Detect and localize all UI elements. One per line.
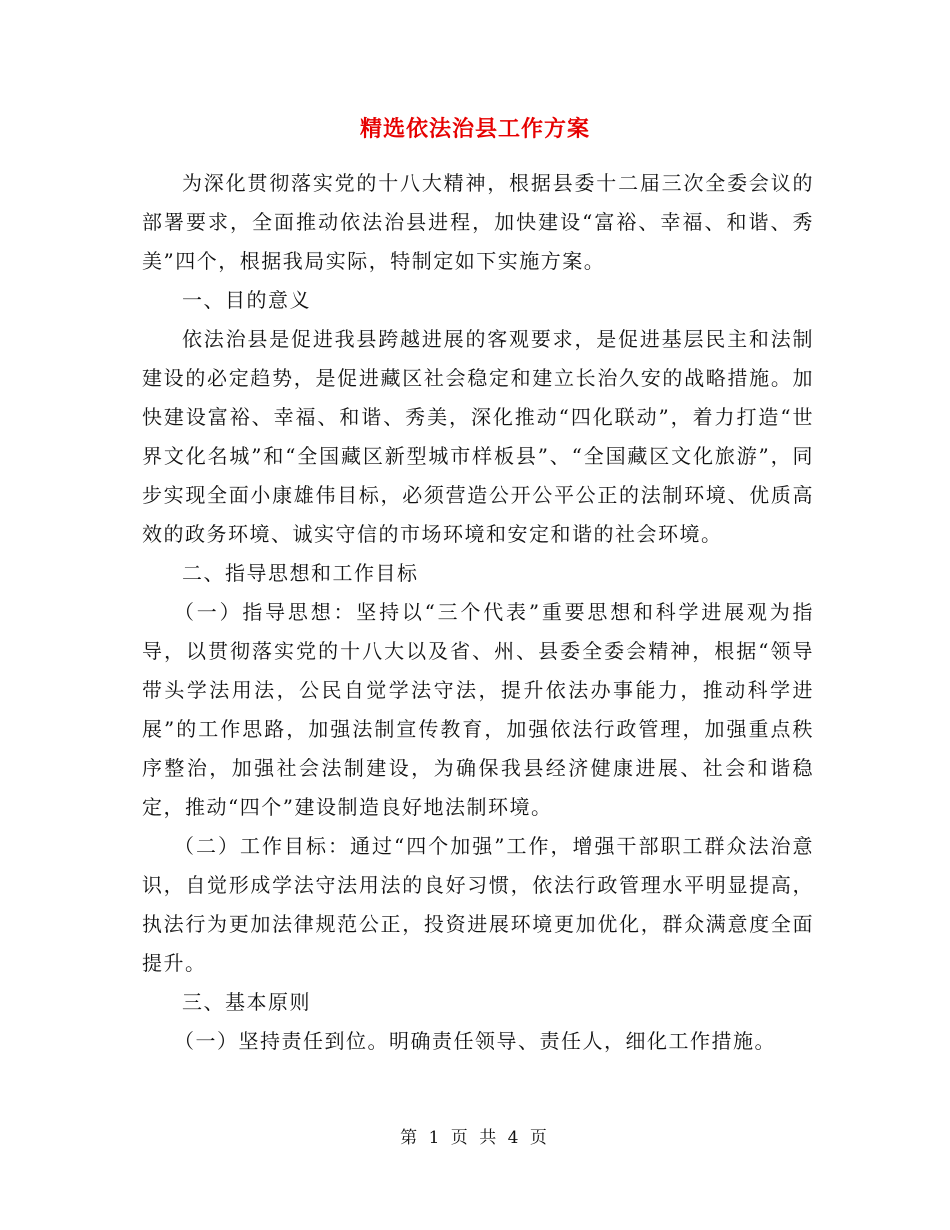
work-goal-paragraph: （二）工作目标：通过“四个加强”工作，增强干部职工群众法治意识，自觉形成学法守法用法的良好习惯，依法行政管理水平明显提高，执法行为更加法律规范公正，投资进展环境更加优化，群众满意度全面提升。: [142, 834, 814, 975]
document-body: [142, 164, 814, 1061]
intro-paragraph: 为深化贯彻落实党的十八大精神，根据县委十二届三次全委会议的部署要求，全面推动依法治县进程，加快建设“富裕、幸福、和谐、秀美”四个，根据我局实际，特制定如下实施方案。: [142, 171, 814, 273]
principle-paragraph: （一）坚持责任到位。明确责任领导、责任人，细化工作措施。: [174, 1029, 776, 1053]
section-heading-principles: 三、基本原则: [182, 990, 311, 1014]
section-heading-purpose: 一、目的意义: [182, 288, 311, 312]
page-number-footer: 第 1 页 共 4 页: [400, 1128, 550, 1148]
section-heading-guidance: 二、指导思想和工作目标: [182, 561, 419, 585]
document-title: 精选依法治县工作方案: [359, 116, 590, 142]
purpose-paragraph: 依法治县是促进我县跨越进展的客观要求，是促进基层民主和法制建设的必定趋势，是促进藏区社会稳定和建立长治久安的战略措施。加快建设富裕、幸福、和谐、秀美，深化推动“四化联动”，着力打造“世界文化名城”和“全国藏区新型城市样板县”、“全国藏区文化旅游”，同步实现全面小康雄伟目标，必须营造公开公平公正的法制环境、优质高效的政务环境、诚实守信的市场环境和安定和谐的社会环境。: [142, 327, 814, 546]
guiding-thought-paragraph: （一）指导思想：坚持以“三个代表”重要思想和科学进展观为指导，以贯彻落实党的十八大以及省、州、县委全委会精神，根据“领导带头学法用法，公民自觉学法守法，提升依法办事能力，推动科学进展”的工作思路，加强法制宣传教育，加强依法行政管理，加强重点秩序整治，加强社会法制建设，为确保我县经济健康进展、社会和谐稳定，推动“四个”建设制造良好地法制环境。: [142, 600, 814, 819]
